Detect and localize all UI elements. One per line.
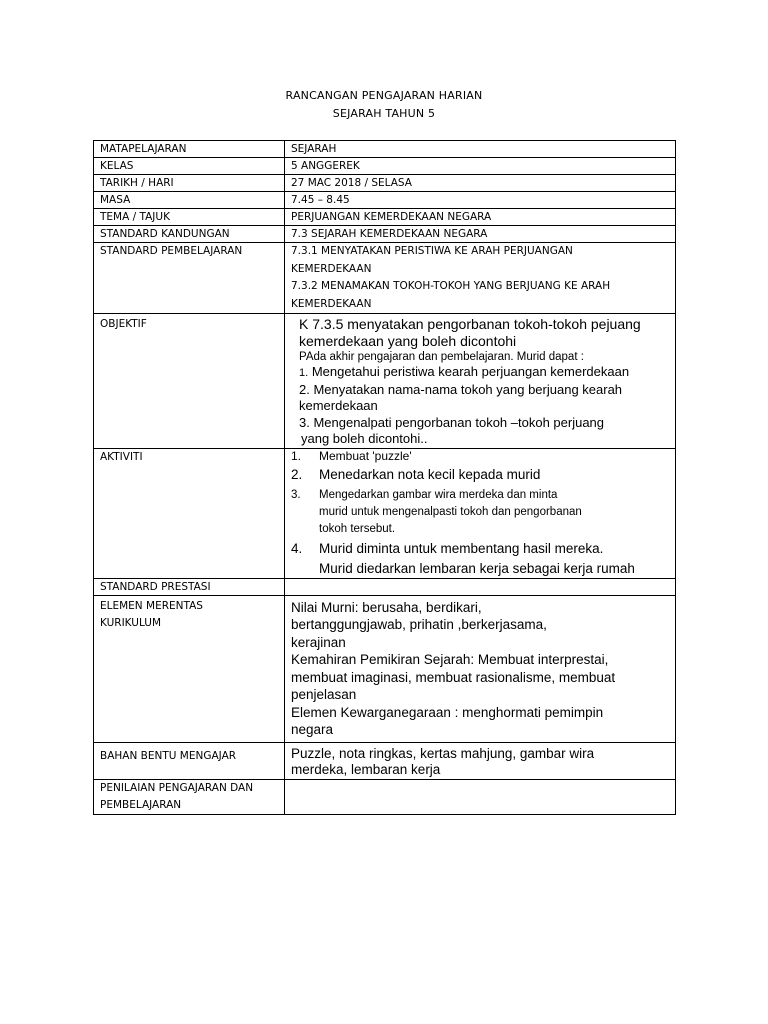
aktiviti-text: Mengedarkan gambar wira merdeka dan minta bbox=[319, 488, 558, 501]
aktiviti-list bbox=[291, 449, 669, 578]
value-matapelajaran: SEJARAH bbox=[285, 141, 676, 158]
value-standard-kandungan: 7.3 SEJARAH KEMERDEKAAN NEGARA bbox=[285, 226, 676, 243]
value-kelas: 5 ANGGEREK bbox=[285, 158, 676, 175]
elemen-line: kerajinan bbox=[291, 634, 346, 650]
label-kelas: KELAS bbox=[94, 158, 285, 175]
value-standard-prestasi bbox=[285, 578, 676, 595]
objektif-item-cont: kemerdekaan bbox=[299, 398, 378, 413]
value-tarikh: 27 MAC 2018 / SELASA bbox=[285, 175, 676, 192]
value-masa: 7.45 – 8.45 bbox=[285, 192, 676, 209]
value-objektif bbox=[285, 314, 676, 449]
value-elemen bbox=[285, 595, 676, 742]
elemen-line: Kemahiran Pemikiran Sejarah: Membuat interprestai, bbox=[291, 652, 609, 667]
row-matapelajaran bbox=[94, 141, 676, 158]
aktiviti-item bbox=[291, 449, 669, 463]
objektif-item-number: 1. bbox=[299, 367, 309, 379]
aktiviti-number: 4. bbox=[291, 540, 303, 556]
aktiviti-text: Membuat 'puzzle' bbox=[319, 448, 412, 463]
aktiviti-number: 3. bbox=[291, 488, 301, 501]
row-kelas bbox=[94, 158, 676, 175]
objektif-item-cont: yang boleh dicontohi.. bbox=[301, 431, 428, 446]
row-masa bbox=[94, 192, 676, 209]
objektif-item: 3. Mengenalpati pengorbanan tokoh –tokoh perjuang bbox=[299, 414, 605, 430]
label-elemen-line: KURIKULUM bbox=[100, 616, 162, 629]
elemen-line: membuat imaginasi, membuat rasionalisme, membuat bbox=[291, 669, 616, 685]
row-penilaian bbox=[94, 779, 676, 814]
label-standard-prestasi: STANDARD PRESTASI bbox=[94, 578, 285, 595]
row-aktiviti bbox=[94, 448, 676, 578]
aktiviti-item bbox=[291, 487, 669, 504]
aktiviti-text: Murid diminta untuk membentang hasil mereka. bbox=[319, 540, 604, 556]
objektif-item: 2. Menyatakan nama-nama tokoh yang berjuang kearah bbox=[299, 381, 623, 397]
label-tema: TEMA / TAJUK bbox=[94, 209, 285, 226]
document-subtitle: SEJARAH TAHUN 5 bbox=[332, 107, 436, 120]
value-aktiviti bbox=[285, 448, 676, 578]
aktiviti-item-cont: tokoh tersebut. bbox=[319, 522, 396, 535]
label-masa: MASA bbox=[94, 192, 285, 209]
label-penilaian-line: PEMBELAJARAN bbox=[100, 798, 182, 811]
label-elemen-line: ELEMEN MERENTAS bbox=[100, 599, 203, 612]
objektif-item bbox=[291, 364, 669, 382]
aktiviti-item bbox=[291, 538, 669, 560]
row-elemen bbox=[94, 595, 676, 742]
label-objektif: OBJEKTIF bbox=[94, 314, 285, 449]
objektif-k-line: kemerdekaan yang boleh dicontohi bbox=[299, 333, 517, 349]
row-bahan bbox=[94, 742, 676, 779]
elemen-line: Elemen Kewarganegaraan : menghormati pemimpin bbox=[291, 704, 604, 720]
lesson-plan-table bbox=[93, 140, 676, 815]
row-objektif bbox=[94, 314, 676, 449]
aktiviti-text: Menedarkan nota kecil kepada murid bbox=[319, 466, 541, 482]
sp-line: 7.3.2 MENAMAKAN TOKOH-TOKOH YANG BERJUANG KE ARAH bbox=[291, 280, 611, 292]
sp-line: 7.3.1 MENYATAKAN PERISTIWA KE ARAH PERJUANGAN bbox=[291, 245, 573, 257]
row-tema bbox=[94, 209, 676, 226]
bahan-line: merdeka, lembaran kerja bbox=[291, 761, 441, 777]
aktiviti-number: 1. bbox=[291, 448, 302, 463]
row-standard-kandungan bbox=[94, 226, 676, 243]
row-tarikh bbox=[94, 175, 676, 192]
document-title: RANCANGAN PENGAJARAN HARIAN bbox=[285, 89, 483, 102]
label-aktiviti: AKTIVITI bbox=[94, 448, 285, 578]
elemen-line: negara bbox=[291, 722, 334, 737]
label-matapelajaran: MATAPELAJARAN bbox=[94, 141, 285, 158]
row-standard-pembelajaran bbox=[94, 243, 676, 314]
label-penilaian bbox=[94, 779, 285, 814]
label-elemen bbox=[94, 595, 285, 742]
label-standard-kandungan: STANDARD KANDUNGAN bbox=[94, 226, 285, 243]
label-tarikh: TARIKH / HARI bbox=[94, 175, 285, 192]
label-bahan: BAHAN BENTU MENGAJAR bbox=[94, 742, 285, 779]
objektif-k-line: K 7.3.5 menyatakan pengorbanan tokoh-tokoh pejuang bbox=[299, 316, 641, 332]
row-standard-prestasi bbox=[94, 578, 676, 595]
value-penilaian bbox=[285, 779, 676, 814]
aktiviti-item bbox=[291, 463, 669, 487]
elemen-line: bertanggungjawab, prihatin ,berkerjasama, bbox=[291, 617, 547, 632]
bahan-line: Puzzle, nota ringkas, kertas mahjung, gambar wira bbox=[291, 745, 595, 761]
value-standard-pembelajaran bbox=[285, 243, 676, 314]
value-bahan bbox=[285, 742, 676, 779]
elemen-line: penjelasan bbox=[291, 687, 357, 702]
elemen-line: Nilai Murni: berusaha, berdikari, bbox=[291, 599, 482, 615]
value-tema: PERJUANGAN KEMERDEKAAN NEGARA bbox=[285, 209, 676, 226]
sp-line: KEMERDEKAAN bbox=[291, 262, 372, 275]
aktiviti-number: 2. bbox=[291, 466, 303, 482]
label-standard-pembelajaran: STANDARD PEMBELAJARAN bbox=[94, 243, 285, 314]
aktiviti-item-cont: murid untuk mengenalpasti tokoh dan pengorbanan bbox=[319, 505, 582, 518]
sp-line: KEMERDEKAAN bbox=[291, 297, 372, 310]
objektif-item-text: Mengetahui peristiwa kearah perjuangan kemerdekaan bbox=[311, 364, 630, 379]
objektif-intro: PAda akhir pengajaran dan pembelajaran. Murid dapat : bbox=[299, 351, 584, 363]
label-penilaian-line: PENILAIAN PENGAJARAN DAN bbox=[100, 781, 254, 794]
aktiviti-item-cont: Murid diedarkan lembaran kerja sebagai kerja rumah bbox=[319, 560, 635, 576]
